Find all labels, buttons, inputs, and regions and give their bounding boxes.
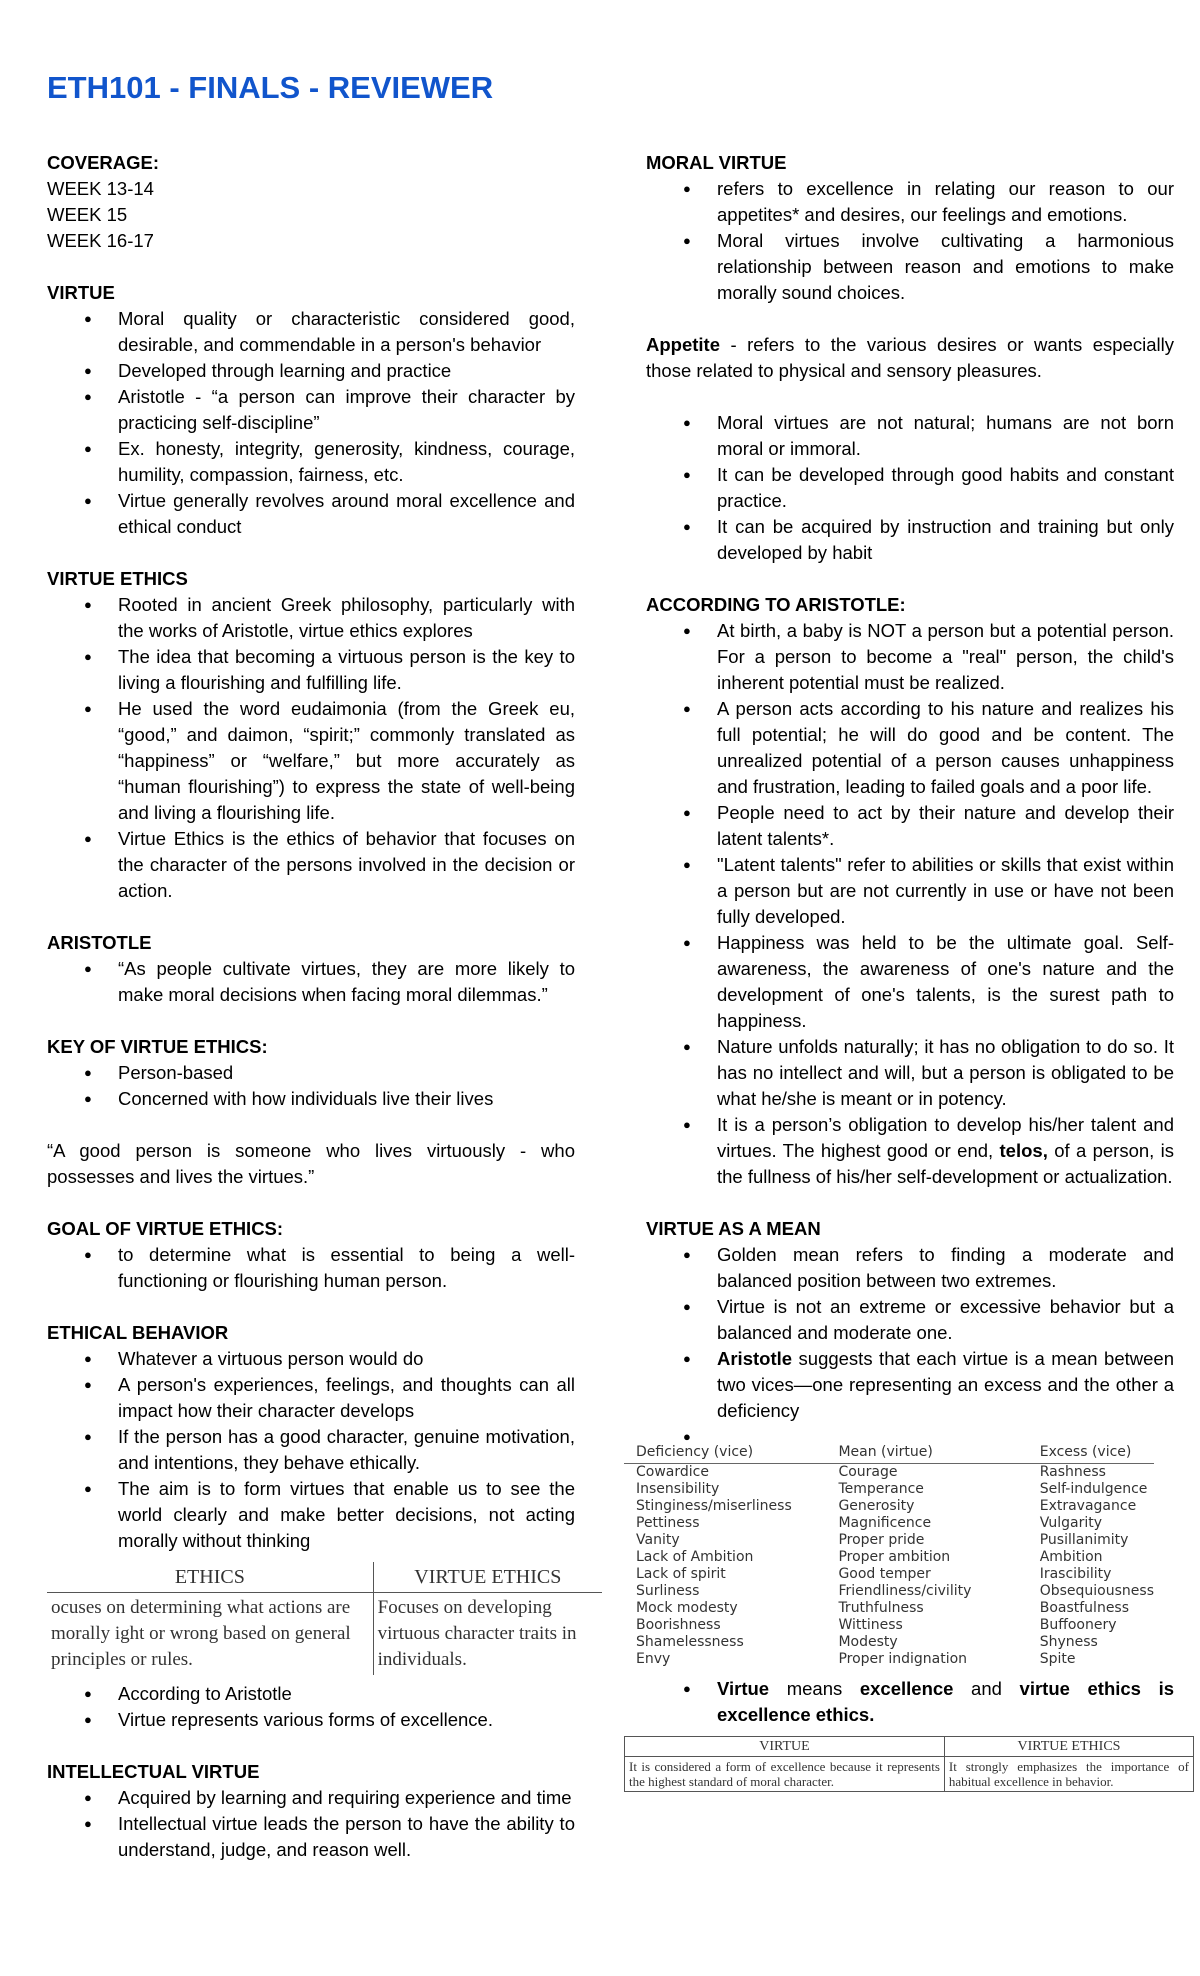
appetite-term: Appetite (646, 334, 720, 355)
table-cell: Good temper (838, 1566, 931, 1582)
moral-virtue-heading: MORAL VIRTUE (646, 152, 787, 173)
right-column (629, 150, 1189, 1792)
list-item: ● At birth, a baby is NOT a person but a potential person. For a person to become a "real" person, the child's inherent potential must be realized. (646, 618, 1174, 696)
good-person-quote: “A good person is someone who lives virtuously - who possesses and lives the virtues.” (47, 1140, 575, 1187)
table-row (624, 1532, 1154, 1549)
excellence-list (47, 1681, 575, 1733)
excellence-list (646, 1676, 1174, 1728)
goal-heading: GOAL OF VIRTUE ETHICS: (47, 1218, 284, 1239)
ethical-behavior-heading: ETHICAL BEHAVIOR (47, 1322, 229, 1343)
table-row (624, 1617, 1154, 1634)
table-cell: Focuses on developing virtuous character traits in individuals. (373, 1593, 602, 1676)
table-cell: Extravagance (1039, 1498, 1137, 1514)
list-item: ● Moral quality or characteristic considered good, desirable, and commendable in a person's behavior (47, 306, 575, 358)
list-item: ● It can be acquired by instruction and training but only developed by habit (646, 514, 1174, 566)
list-item (646, 1676, 1174, 1728)
empty-list-item (646, 1424, 1174, 1444)
table-cell: Magnificence (838, 1515, 932, 1531)
left-column (47, 150, 575, 1863)
table-cell: Vanity (636, 1532, 680, 1548)
intellectual-list (47, 1785, 575, 1863)
table-header: ETHICS (47, 1562, 373, 1593)
table-cell: Stinginess/miserliness (636, 1498, 792, 1514)
list-item: ● Virtue is not an extreme or excessive behavior but a balanced and moderate one. (646, 1294, 1174, 1346)
list-item: ● Moral virtues involve cultivating a harmonious relationship between reason and emotions to make morally sound choices. (646, 228, 1174, 306)
table-cell: Cowardice (636, 1464, 709, 1480)
list-item: ● The aim is to form virtues that enable us to see the world clearly and make better decisions, not acting morally without thinking (47, 1476, 575, 1554)
table-header: VIRTUE ETHICS (944, 1737, 1193, 1757)
coverage-heading: COVERAGE: (47, 152, 160, 173)
list-item: ● refers to excellence in relating our reason to our appetites* and desires, our feelings and emotions. (646, 176, 1174, 228)
document-title: ETH101 - FINALS - REVIEWER (47, 70, 494, 105)
list-item: ● If the person has a good character, genuine motivation, and intentions, they behave ethically. (47, 1424, 575, 1476)
virtue-mean-heading: VIRTUE AS A MEAN (646, 1218, 821, 1239)
table-cell: It strongly emphasizes the importance of habitual excellence in behavior. (944, 1757, 1193, 1792)
list-item: ● Virtue generally revolves around moral excellence and ethical conduct (47, 488, 575, 540)
list-item: ● It can be developed through good habits and constant practice. (646, 462, 1174, 514)
table-cell: Mock modesty (636, 1600, 738, 1616)
intellectual-heading: INTELLECTUAL VIRTUE (47, 1761, 260, 1782)
list-item: ● Developed through learning and practice (47, 358, 575, 384)
list-item: ● The idea that becoming a virtuous person is the key to living a flourishing and fulfilling life. (47, 644, 575, 696)
table-cell: Spite (1039, 1651, 1076, 1667)
table-cell: Buffoonery (1039, 1617, 1117, 1633)
table-header: Mean (virtue) (838, 1444, 1039, 1464)
goal-list (47, 1242, 575, 1294)
table-cell: Friendliness/civility (838, 1583, 972, 1599)
list-item: ● Concerned with how individuals live their lives (47, 1086, 575, 1112)
according-list (646, 618, 1174, 1190)
table-cell: Truthfulness (838, 1600, 924, 1616)
table-cell: Wittiness (838, 1617, 903, 1633)
text: and (953, 1678, 1020, 1699)
telos-post: of a person, is the fullness of his/her self-development or actualization. (717, 1140, 1175, 1187)
key-heading: KEY OF VIRTUE ETHICS: (47, 1036, 268, 1057)
table-cell: Shyness (1039, 1634, 1098, 1650)
table-cell: Proper ambition (838, 1549, 951, 1565)
list-item: ● Moral virtues are not natural; humans are not born moral or immoral. (646, 410, 1174, 462)
table-cell: Boastfulness (1039, 1600, 1130, 1616)
table-row (624, 1634, 1154, 1651)
table-cell: Ambition (1039, 1549, 1103, 1565)
list-item: ● He used the word eudaimonia (from the Greek eu, “good,” and daimon, “spirit;” commonly translated as “happiness” or “welfare,” but more accurately as “human flourishing”) to express the state of well-being and living a flourishing life. (47, 696, 575, 826)
list-item: ● Acquired by learning and requiring experience and time (47, 1785, 575, 1811)
aristotle-list (47, 956, 575, 1008)
virtue-ethics-heading: VIRTUE ETHICS (47, 568, 188, 589)
coverage-week: WEEK 15 (47, 204, 128, 225)
list-item: ● Rooted in ancient Greek philosophy, particularly with the works of Aristotle, virtue ethics explores (47, 592, 575, 644)
list-item: ● Virtue Ethics is the ethics of behavior that focuses on the character of the persons involved in the decision or action. (47, 826, 575, 904)
table-cell: Boorishness (636, 1617, 721, 1633)
table-row (624, 1464, 1154, 1482)
ethics-comparison-table (47, 1562, 602, 1675)
list-item: ● Person-based (47, 1060, 575, 1086)
excellence-term: excellence (859, 1678, 954, 1699)
table-cell: Courage (838, 1464, 898, 1480)
list-item: ● Happiness was held to be the ultimate goal. Self-awareness, the awareness of one's nature and the development of one's talents, is the surest path to happiness. (646, 930, 1174, 1034)
list-item: ● Golden mean refers to finding a moderate and balanced position between two extremes. (646, 1242, 1174, 1294)
table-cell: Surliness (636, 1583, 700, 1599)
table-cell: Pettiness (636, 1515, 700, 1531)
table-cell: Proper pride (838, 1532, 925, 1548)
list-item: ● to determine what is essential to being a well-functioning or flourishing human person. (47, 1242, 575, 1294)
list-item (646, 1112, 1174, 1190)
virtue-comparison-table (624, 1736, 1194, 1792)
appetite-definition (646, 332, 1174, 384)
list-item: ● Ex. honesty, integrity, generosity, kindness, courage, humility, compassion, fairness, etc. (47, 436, 575, 488)
list-item: ● Aristotle - “a person can improve their character by practicing self-discipline” (47, 384, 575, 436)
ethical-behavior-list (47, 1346, 575, 1554)
list-item (646, 1346, 1174, 1424)
text: means (769, 1678, 860, 1699)
table-header: Deficiency (vice) (624, 1444, 838, 1464)
table-cell: It is considered a form of excellence because it represents the highest standard of moral character. (625, 1757, 945, 1792)
virtue-ethics-term: virtue ethics is excellence ethics. (717, 1678, 1175, 1725)
moral-nature-list (646, 410, 1174, 566)
list-item: ● Nature unfolds naturally; it has no obligation to do so. It has no intellect and will, but a person is obligated to be what he/she is meant or in potency. (646, 1034, 1174, 1112)
table-cell: Shamelessness (636, 1634, 744, 1650)
table-row (624, 1549, 1154, 1566)
table-cell: Temperance (838, 1481, 924, 1497)
table-cell: Pusillanimity (1039, 1532, 1129, 1548)
virtue-ethics-list (47, 592, 575, 904)
table-cell: ocuses on determining what actions are morally ight or wrong based on general principles or rules. (51, 1597, 351, 1670)
table-row (624, 1583, 1154, 1600)
virtue-vice-table (624, 1444, 1154, 1668)
table-row (624, 1651, 1154, 1668)
table-cell: Generosity (838, 1498, 915, 1514)
table-cell: Lack of Ambition (636, 1549, 754, 1565)
list-item: ● People need to act by their nature and develop their latent talents*. (646, 800, 1174, 852)
table-cell: Insensibility (636, 1481, 720, 1497)
aristotle-heading: ARISTOTLE (47, 932, 152, 953)
table-cell: Obsequiousness (1039, 1583, 1154, 1599)
table-header: VIRTUE (625, 1737, 945, 1757)
list-item: ● Intellectual virtue leads the person to have the ability to understand, judge, and reason well. (47, 1811, 575, 1863)
table-cell: Irascibility (1039, 1566, 1112, 1582)
table-cell: Proper indignation (838, 1651, 968, 1667)
coverage-week: WEEK 13-14 (47, 178, 154, 199)
virtue-term: Virtue (717, 1678, 770, 1699)
moral-virtue-list (646, 176, 1174, 306)
virtue-heading: VIRTUE (47, 282, 115, 303)
coverage-week: WEEK 16-17 (47, 230, 154, 251)
table-row (624, 1498, 1154, 1515)
virtue-mean-list (646, 1242, 1174, 1444)
list-item: ● A person acts according to his nature and realizes his full potential; he will do good and be content. The unrealized potential of a person causes unhappiness and frustration, leading to failed goals and a poor life. (646, 696, 1174, 800)
table-header: VIRTUE ETHICS (373, 1562, 602, 1593)
aristotle-term: Aristotle (717, 1348, 793, 1369)
list-item: ● "Latent talents" refer to abilities or skills that exist within a person but are not currently in use or have not been fully developed. (646, 852, 1174, 930)
table-cell: Self-indulgence (1039, 1481, 1148, 1497)
virtue-list (47, 306, 575, 540)
table-cell: Lack of spirit (636, 1566, 726, 1582)
list-item: ● Whatever a virtuous person would do (47, 1346, 575, 1372)
according-heading: ACCORDING TO ARISTOTLE: (646, 594, 906, 615)
table-row (624, 1515, 1154, 1532)
list-item: ● “As people cultivate virtues, they are more likely to make moral decisions when facing moral dilemmas.” (47, 956, 575, 1008)
table-cell: Vulgarity (1039, 1515, 1102, 1531)
list-item: ● Virtue represents various forms of excellence. (47, 1707, 575, 1733)
table-row (624, 1566, 1154, 1583)
table-row (624, 1600, 1154, 1617)
aristotle-text: suggests that each virtue is a mean between two vices—one representing an excess and the other a deficiency (717, 1348, 1174, 1421)
telos-term: telos, (999, 1140, 1048, 1161)
table-row (624, 1481, 1154, 1498)
list-item: ● A person's experiences, feelings, and thoughts can all impact how their character develops (47, 1372, 575, 1424)
appetite-text: - refers to the various desires or wants especially those related to physical and sensory pleasures. (646, 334, 1174, 381)
table-cell: Rashness (1039, 1464, 1106, 1480)
table-cell: Envy (636, 1651, 671, 1667)
table-cell: Modesty (838, 1634, 898, 1650)
table-header: Excess (vice) (1040, 1444, 1154, 1464)
list-item: ● According to Aristotle (47, 1681, 575, 1707)
telos-pre: It is a person’s obligation to develop his/her talent and virtues. The highest good or end, (717, 1114, 1174, 1161)
key-list (47, 1060, 575, 1112)
